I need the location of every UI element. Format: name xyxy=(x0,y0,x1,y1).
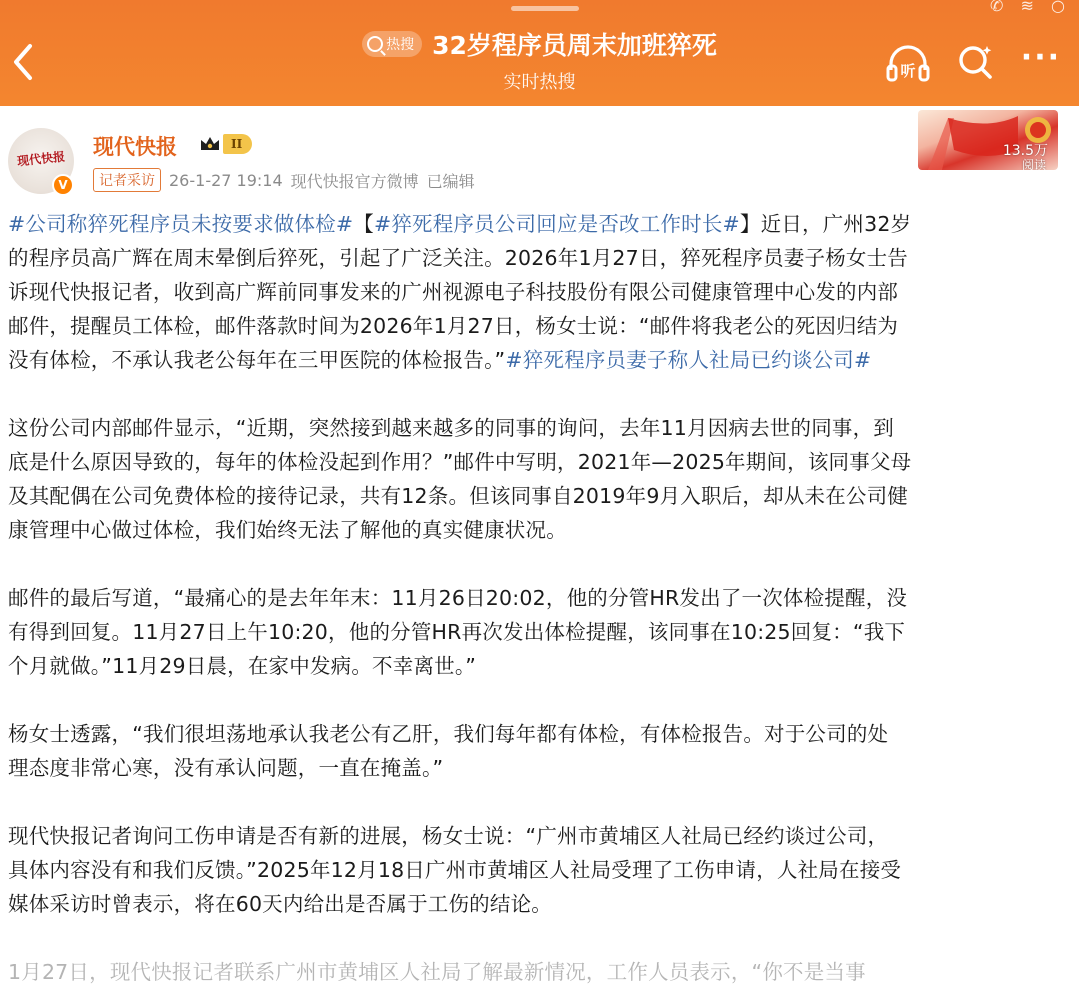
chevron-left-icon xyxy=(8,38,38,86)
article-line: 理态度非常心寒，没有承认问题，一直在掩盖。” xyxy=(8,756,444,780)
paragraph-gap xyxy=(8,785,1079,819)
author-name[interactable]: 现代快报 xyxy=(93,135,177,159)
article-line: 这份公司内部邮件显示，“近期，突然接到越来越多的同事的询问，去年11月因病去世的同事，到 xyxy=(8,416,895,440)
article-line: 及其配偶在公司免费体检的接待记录，共有12条。但该同事自2019年9月入职后，却从未在公司健 xyxy=(8,484,908,508)
article-line: 具体内容没有和我们反馈。”2025年12月18日广州市黄埔区人社局受理了工伤申请，人社局在接受 xyxy=(8,858,902,882)
article-line: 媒体采访时曾表示，将在60天内给出是否属于工伤的结论。 xyxy=(8,892,552,916)
read-label: 阅读 xyxy=(1021,158,1046,170)
top-bar xyxy=(0,0,1079,106)
page-title: 32岁程序员周末加班猝死 xyxy=(432,31,717,60)
more-button[interactable]: ··· xyxy=(1020,40,1061,75)
article-line xyxy=(8,207,1079,241)
topic-link[interactable]: #公司称猝死程序员未按要求做体检# xyxy=(8,212,354,236)
hot-badge-label: 热搜 xyxy=(386,37,415,53)
topic-link[interactable]: #猝死程序员公司回应是否改工作时长# xyxy=(373,212,740,236)
header-actions xyxy=(885,40,1061,84)
article-line: 底是什么原因导致的，每年的体检没起到作用？”邮件中写明，2021年—2025年期间，该同事父母 xyxy=(8,450,912,474)
paragraph-gap xyxy=(8,683,1079,717)
article-text: 】近日，广州32岁 xyxy=(739,212,912,236)
paragraph-gap xyxy=(8,921,1079,955)
topic-link[interactable]: #猝死程序员妻子称人社局已约谈公司# xyxy=(505,348,872,372)
magnifier-icon xyxy=(957,42,995,82)
edited-label: 已编辑 xyxy=(426,171,475,191)
read-count: 13.5万 xyxy=(1002,143,1048,159)
author-row xyxy=(0,106,1079,206)
level-tag: II xyxy=(223,134,252,154)
post-source: 现代快报官方微博 xyxy=(290,171,419,191)
listen-label: 听 xyxy=(900,62,916,80)
reporter-tag: 记者采访 xyxy=(93,168,161,192)
paragraph-gap xyxy=(8,547,1079,581)
article-line: 诉现代快报记者，收到高广辉前同事发来的广州视源电子科技股份有限公司健康管理中心发的内部 xyxy=(8,280,899,304)
article-line: 邮件，提醒员工体检，邮件落款时间为2026年1月27日，杨女士说：“邮件将我老公的死因归结为 xyxy=(8,314,899,338)
status-icons: ✆ ≋ ○ xyxy=(990,0,1071,15)
verified-icon: V xyxy=(52,174,74,196)
article-text: 没有体检，不承认我老公每年在三甲医院的体检报告。” xyxy=(8,348,506,372)
headphones-icon xyxy=(885,40,931,84)
avatar-logo: 现代快报 xyxy=(16,149,66,169)
bracket: 【 xyxy=(353,212,374,236)
post-meta xyxy=(93,168,475,192)
article-line: 有得到回复。11月27日上午10:20，他的分管HR再次发出体检提醒，该同事在10:25回复：“我下 xyxy=(8,620,906,644)
article-body xyxy=(8,207,1079,989)
back-button[interactable] xyxy=(8,38,38,86)
article-line: 的程序员高广辉在周末晕倒后猝死，引起了广泛关注。2026年1月27日，猝死程序员妻子杨女士告 xyxy=(8,246,908,270)
article-line: 1月27日，现代快报记者联系广州市黄埔区人社局了解最新情况，工作人员表示，“你不是当事 xyxy=(8,960,866,984)
search-icon xyxy=(367,36,383,52)
hot-search-badge xyxy=(362,31,422,57)
post-timestamp: 26-1-27 19:14 xyxy=(169,170,283,190)
search-button[interactable] xyxy=(957,42,995,82)
article-line: 邮件的最后写道，“最痛心的是去年年末：11月26日20:02，他的分管HR发出了一次体检提醒，没 xyxy=(8,586,908,610)
article-line: 现代快报记者询问工伤申请是否有新的进展，杨女士说：“广州市黄埔区人社局已经约谈过公司， xyxy=(8,824,889,848)
page-subtitle: 实时热搜 xyxy=(503,72,576,93)
read-count-card[interactable] xyxy=(918,110,1058,170)
paragraph-gap xyxy=(8,377,1079,411)
article-line: 杨女士透露，“我们很坦荡地承认我老公有乙肝，我们每年都有体检，有体检报告。对于公司的处 xyxy=(8,722,889,746)
article-line xyxy=(8,343,1079,377)
listen-button[interactable] xyxy=(885,40,931,84)
crown-icon xyxy=(199,134,221,154)
article-line: 个月就做。”11月29日晨，在家中发病。不幸离世。” xyxy=(8,654,477,678)
member-level-badge xyxy=(199,134,252,154)
drag-handle xyxy=(511,6,579,11)
article-line: 康管理中心做过体检，我们始终无法了解他的真实健康状况。 xyxy=(8,518,567,542)
